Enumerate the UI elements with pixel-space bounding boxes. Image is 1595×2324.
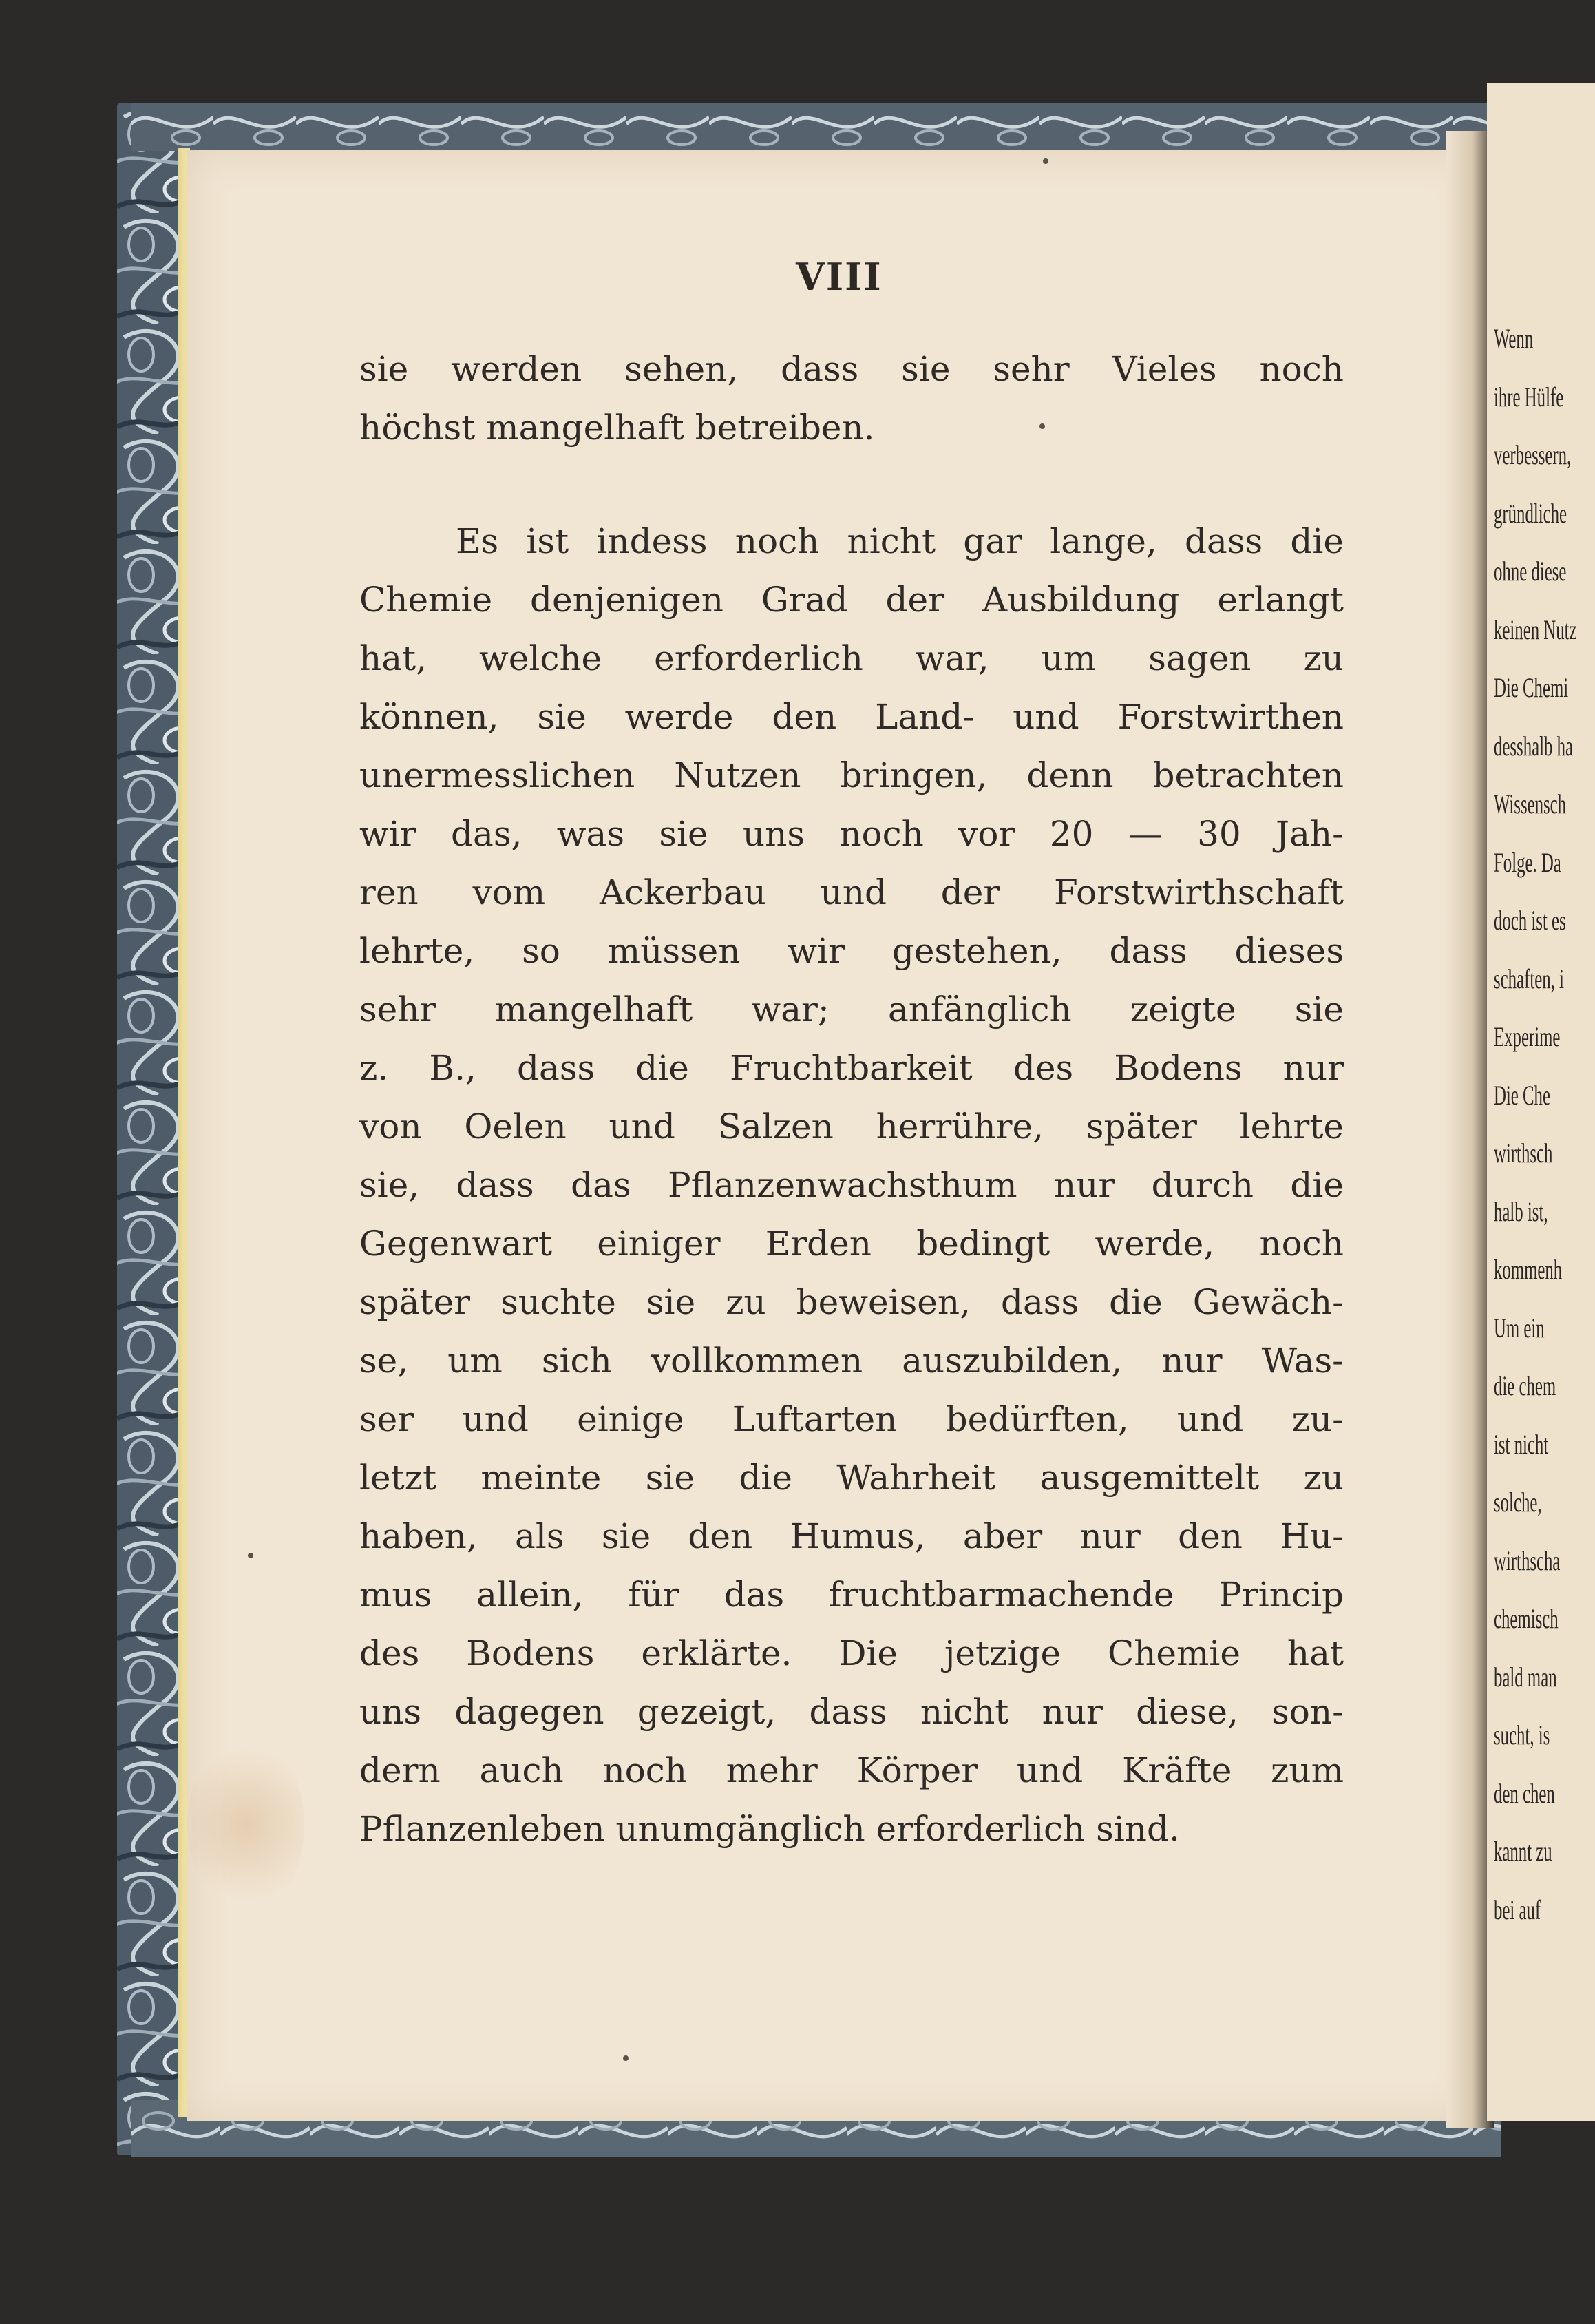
facing-line: Die Chemi [1494,672,1569,703]
text-line: ser und einige Luftarten bedürften, und zu- [359,1399,1344,1439]
marbling-top-pattern [131,103,1501,151]
text-line: dern auch noch mehr Körper und Kräfte zum [359,1750,1344,1790]
facing-line: kannt zu [1494,1836,1552,1867]
text-line: Gegenwart einiger Erden bedingt werde, noch [359,1224,1344,1264]
facing-line: wirthsch [1494,1138,1553,1169]
text-line: Es ist indess noch nicht gar lange, dass die [456,521,1344,561]
text-line: von Oelen und Salzen herrühre, später lehrte [359,1107,1344,1147]
text-line: hat, welche erforderlich war, um sagen zu [359,638,1344,678]
facing-line: den chen [1494,1777,1555,1809]
text-line: mus allein, für das fruchtbarmachende Princip [359,1575,1344,1615]
facing-line: doch ist es [1494,905,1566,936]
text-line: später suchte sie zu beweisen, dass die Gewäch- [359,1282,1344,1322]
facing-line: solche, [1494,1487,1542,1518]
facing-line: die chem [1494,1370,1556,1401]
facing-line: wirthscha [1494,1545,1561,1576]
text-line: haben, als sie den Humus, aber nur den Hu- [359,1516,1344,1556]
text-line: lehrte, so müssen wir gestehen, dass dieses [359,931,1344,971]
facing-line: schaften, i [1494,963,1564,994]
paper-speck [1043,158,1048,164]
text-line: unermesslichen Nutzen bringen, denn betrachten [359,755,1344,795]
text-line: sie werden sehen, dass sie sehr Vieles noch [359,349,1344,389]
text-line: Chemie denjenigen Grad der Ausbildung erlangt [359,580,1344,620]
text-line: uns dagegen gezeigt, dass nicht nur diese, son- [359,1692,1344,1732]
facing-line: ihre Hülfe [1494,381,1564,412]
facing-line: verbessern, [1494,439,1572,470]
facing-line: bald man [1494,1661,1557,1693]
facing-line: Folge. Da [1494,846,1561,878]
text-line: können, sie werde den Land- und Forstwirthen [359,697,1344,737]
page-body [359,340,1344,1859]
text-line: wir das, was sie uns noch vor 20 — 30 Jah- [359,814,1344,854]
text-line: sie, dass das Pflanzenwachsthum nur durch die [359,1165,1344,1205]
facing-line: bei auf [1494,1894,1541,1925]
text-line: z. B., dass die Fruchtbarkeit des Bodens nur [359,1048,1344,1088]
facing-line: desshalb ha [1494,730,1574,762]
text-line: letzt meinte sie die Wahrheit ausgemittelt zu [359,1458,1344,1498]
facing-line: kommenh [1494,1254,1563,1285]
marbled-cover-top [131,103,1501,151]
text-line: ren vom Ackerbau und der Forstwirthschaft [359,872,1344,912]
facing-line: ist nicht [1494,1428,1549,1460]
facing-line: Experime [1494,1021,1561,1052]
facing-line: chemisch [1494,1603,1559,1634]
page-number: VIII [796,255,883,299]
paragraph-1 [359,340,1344,457]
facing-line: Um ein [1494,1312,1545,1343]
text-line: se, um sich vollkommen auszubilden, nur Was- [359,1341,1344,1381]
facing-line: Wissensch [1494,788,1567,819]
foxing-stain [187,1735,304,1914]
facing-line: Wenn [1494,323,1534,354]
facing-line: keinen Nutz [1494,614,1577,645]
facing-line: ohne diese [1494,556,1567,587]
paper-speck [248,1553,253,1558]
paper-speck [623,2055,629,2061]
text-line: sehr mangelhaft war; anfänglich zeigte sie [359,990,1344,1029]
paragraph-2 [359,512,1344,1859]
facing-page-text [1494,310,1595,1939]
facing-line: gründliche [1494,497,1567,529]
text-line: höchst mangelhaft betreiben. [359,408,875,448]
facing-line: sucht, is [1494,1719,1550,1750]
facing-line: halb ist, [1494,1195,1548,1227]
text-line: Pflanzenleben unumgänglich erforderlich sind. [359,1809,1180,1849]
text-line: des Bodens erklärte. Die jetzige Chemie hat [359,1633,1344,1673]
facing-line: Die Che [1494,1079,1550,1111]
